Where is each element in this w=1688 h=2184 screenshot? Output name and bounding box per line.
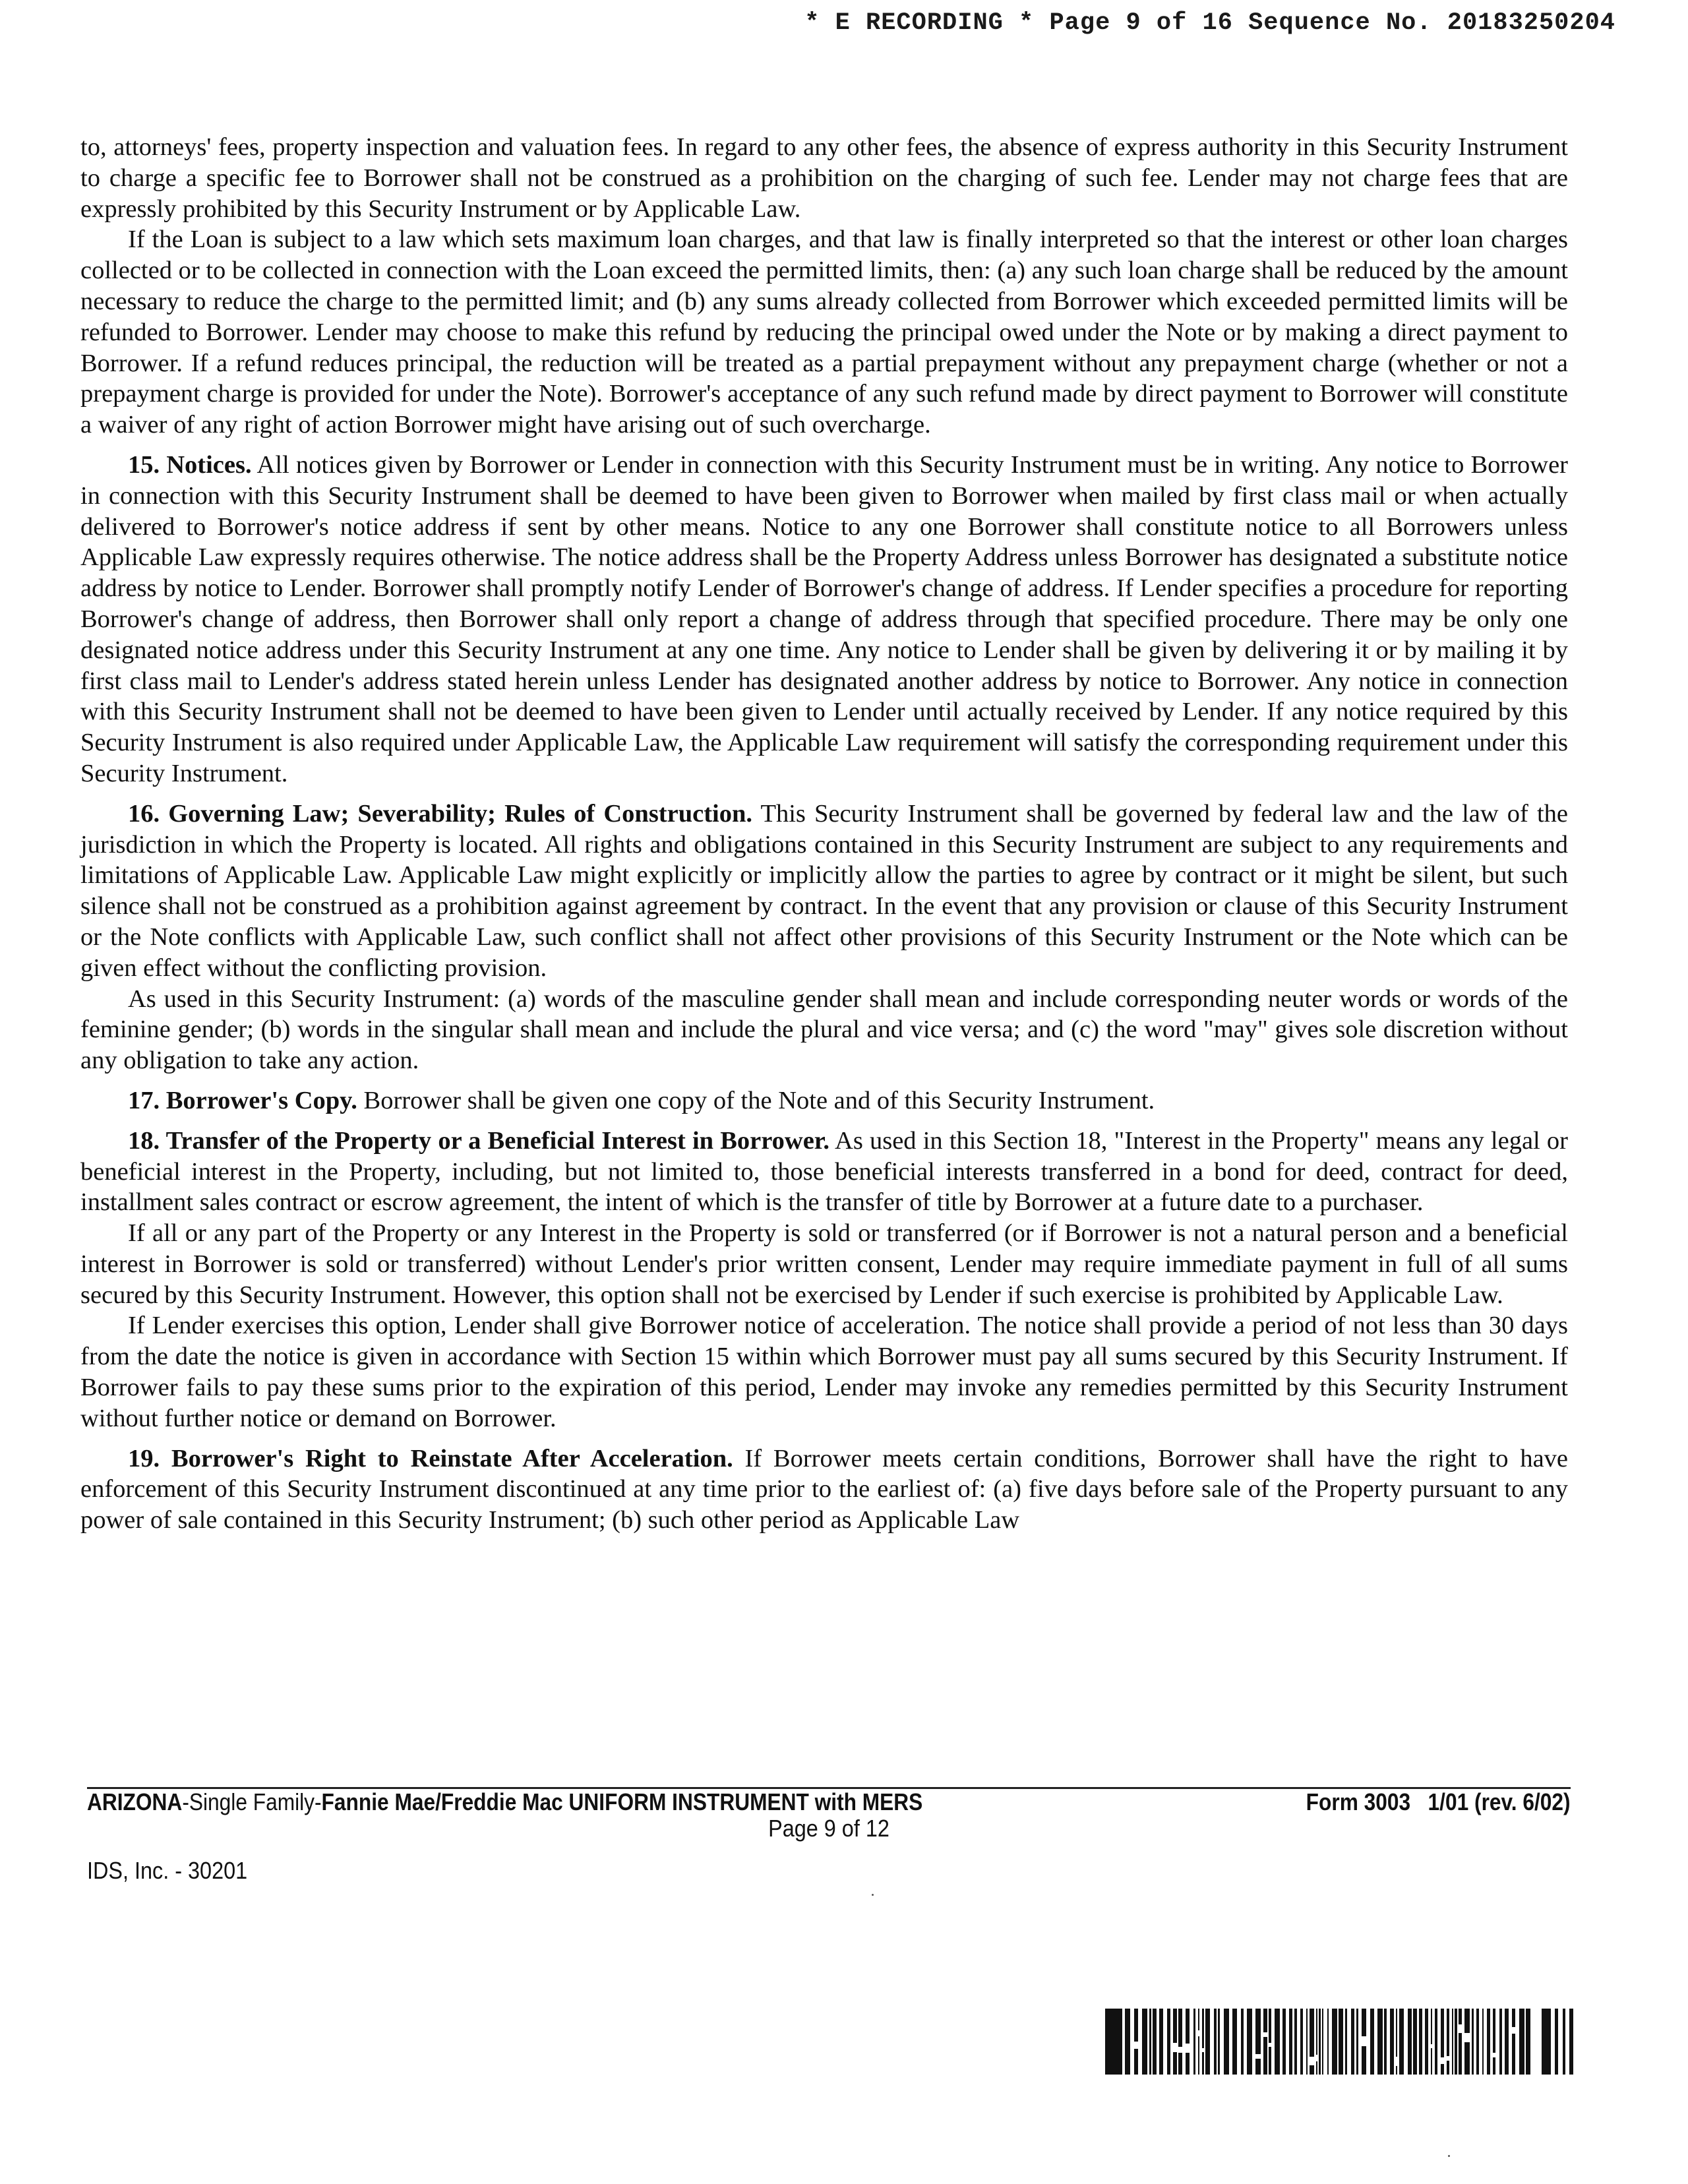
footer-page-number: Page 9 of 12 [768, 1815, 889, 1842]
paragraph-text: to, attorneys' fees, property inspection and valuation fees. In regard to any other fees, the absence of express authority in this Security Instrument to charge a specific fee to Borrower shall not be construed as a prohibition on the charging of such fee. Lender may not charge fees that are expressly prohibited by this Security Instrument or by Applicable Law. [80, 133, 1568, 223]
section-heading: 16. Governing Law; Severability; Rules of Construction. [128, 799, 753, 828]
recording-stamp: * E RECORDING * Page 9 of 16 Sequence No. 20183250204 [804, 9, 1615, 37]
footer-state: ARIZONA [87, 1788, 183, 1815]
paragraph-text: If Lender exercises this option, Lender shall give Borrower notice of acceleration. The notice shall provide a period of not less than 30 days from the date the notice is given in accordance with Section 15 within which Borrower must pay all sums secured by this Security Instrument. If Borrower fails to pay these sums prior to the expiration of this period, Lender may invoke any remedies permitted by this Security Instrument without further notice or demand on Borrower. [80, 1312, 1568, 1432]
paragraph-text: As used in this Security Instrument: (a) words of the masculine gender shall mean and include corresponding neuter words or words of the feminine gender; (b) words in the singular shall mean and include the plural and vice versa; and (c) the word "may" gives sole discretion without any obligation to take any action. [80, 985, 1568, 1075]
section-19-right-to-reinstate [80, 1443, 1568, 1536]
paragraph-text: As used in this Section 18, "Interest in the Property" means any legal or beneficial interest in the Property, including, but not limited to, those beneficial interests transferred in a bond for deed, contract for deed, installment sales contract or escrow agreement, the intent of which is the transfer of title by Borrower at a future date to a purchaser. [80, 1126, 1568, 1217]
section-17-borrowers-copy [80, 1085, 1568, 1116]
section-heading: 17. Borrower's Copy. [128, 1086, 357, 1114]
section-heading: 19. Borrower's Right to Reinstate After Acceleration. [128, 1444, 733, 1472]
section-heading: 15. Notices. [128, 450, 252, 479]
section-18-transfer-of-property [80, 1126, 1568, 1218]
barcode-icon [1105, 2009, 1573, 2075]
footer-family-type: -Single Family- [182, 1788, 322, 1815]
paragraph-text: If Borrower meets certain conditions, Borrower shall have the right to have enforcement of this Security Instrument discontinued at any time prior to the earliest of: (a) five days before sale of the Property pursuant to any power of sale contained in this Security Instrument; (b) such other period as Applicable Law [80, 1444, 1568, 1534]
paragraph-notice-of-acceleration [80, 1310, 1568, 1434]
section-heading: 18. Transfer of the Property or a Beneficial Interest in Borrower. [128, 1126, 829, 1155]
paragraph-text: Borrower shall be given one copy of the Note and of this Security Instrument. [357, 1086, 1155, 1114]
paragraph-maximum-loan-charges [80, 224, 1568, 440]
document-body [80, 132, 1568, 1536]
paragraph-fees-continuation [80, 132, 1568, 224]
paragraph-text: If all or any part of the Property or any Interest in the Property is sold or transferred (or if Borrower is not a natural person and a beneficial interest in Borrower is sold or transferred) without Lender's prior written consent, Lender may require immediate payment in full of all sums secured by this Security Instrument. However, this option shall not be exercised by Lender if such exercise is prohibited by Applicable Law. [80, 1219, 1568, 1309]
paragraph-construction-rules [80, 984, 1568, 1076]
paragraph-text: This Security Instrument shall be governed by federal law and the law of the jurisdiction in which the Property is located. All rights and obligations contained in this Security Instrument are subject to any requirements and limitations of Applicable Law. Applicable Law might explicitly or implicitly allow the parties to agree by contract or it might be silent, but such silence shall not be construed as a prohibition against agreement by contract. In the event that any provision or clause of this Security Instrument or the Note conflicts with Applicable Law, such conflict shall not affect other provisions of this Security Instrument or the Note which can be given effect without the conflicting provision. [80, 799, 1568, 982]
section-16-governing-law [80, 799, 1568, 984]
paragraph-text: If the Loan is subject to a law which sets maximum loan charges, and that law is finally interpreted so that the interest or other loan charges collected or to be collected in connection with the Loan exceed the permitted limits, then: (a) any such loan charge shall be reduced by the amount necessary to reduce the charge to the permitted limit; and (b) any sums already collected from Borrower which exceeded permitted limits will be refunded to Borrower. Lender may choose to make this refund by reducing the principal owed under the Note or by making a direct payment to Borrower. If a refund reduces principal, the reduction will be treated as a partial prepayment without any prepayment charge (whether or not a prepayment charge is provided for under the Note). Borrower's acceptance of any such refund made by direct payment to Borrower will constitute a waiver of any right of action Borrower might have arising out of such overcharge. [80, 226, 1568, 439]
footer-vendor-code: IDS, Inc. - 30201 [87, 1857, 248, 1884]
scan-speck [1448, 2155, 1450, 2157]
scan-speck [872, 1894, 874, 1896]
paragraph-text: All notices given by Borrower or Lender in connection with this Security Instrument must be in writing. Any notice to Borrower in connection with this Security Instrument shall be deemed to have been given to Borrower when mailed by first class mail or when actually delivered to Borrower's notice address if sent by other means. Notice to any one Borrower shall constitute notice to all Borrowers unless Applicable Law expressly requires otherwise. The notice address shall be the Property Address unless Borrower has designated a substitute notice address by notice to Lender. Borrower shall promptly notify Lender of Borrower's change of address. If Lender specifies a procedure for reporting Borrower's change of address, then Borrower shall only report a change of address through that specified procedure. There may be only one designated notice address under this Security Instrument at any one time. Any notice to Lender shall be given by delivering it or by mailing it by first class mail to Lender's address stated herein unless Lender has designated another address by notice to Borrower. Any notice in connection with this Security Instrument shall not be deemed to have been given to Lender until actually received by Lender. If any notice required by this Security Instrument is also required under Applicable Law, the Applicable Law requirement will satisfy the corresponding requirement under this Security Instrument. [80, 450, 1568, 787]
paragraph-transfer-without-consent [80, 1218, 1568, 1310]
footer-instrument: Fannie Mae/Freddie Mac UNIFORM INSTRUMENT with MERS [321, 1788, 923, 1815]
section-15-notices [80, 450, 1568, 789]
footer-instrument-title [87, 1788, 922, 1816]
footer-form-number: Form 3003 1/01 (rev. 6/02) [1306, 1788, 1571, 1815]
